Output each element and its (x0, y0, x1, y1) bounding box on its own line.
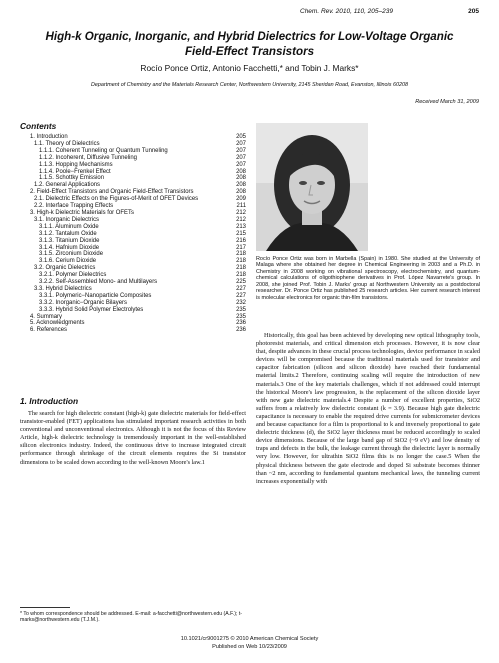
toc-entry (30, 148, 246, 155)
toc-entry-page: 236 (236, 320, 246, 327)
toc-entry-page: 236 (236, 327, 246, 334)
toc-entry (30, 224, 246, 231)
toc-entry (30, 210, 246, 217)
toc-entry-page: 213 (236, 223, 246, 230)
toc-entry-title: 3.1.5. Zirconium Dioxide (39, 251, 104, 258)
toc-entry-page: 217 (236, 244, 246, 251)
toc-entry (30, 141, 246, 148)
toc-entry-title: 1.1.3. Hopping Mechanisms (39, 161, 113, 168)
toc-entry-title: 1.1.1. Coherent Tunneling or Quantum Tunneling (39, 147, 168, 154)
toc-entry (30, 307, 246, 314)
introduction-paragraph: The search for high dielectric constant (high-k) gate dielectric materials for field-effect transistor-enabled (FET) applications has stimulated important research activities in both conventional and unconventional electronics. Although it is not the focus of this Review Article, high-k dielectric technology is tremendously important in the well-established silicon electronics industry. Indeed, the continuous drive to increase integrated circuit performance through shrinkage of the circuit elements requires the Si transistor dimensions to be scaled down according to the well-known Moore's law.1 (20, 410, 246, 466)
toc-entry-title: 5. Acknowledgments (30, 320, 85, 327)
toc-entry-page: 208 (236, 168, 246, 175)
toc-entry-page: 235 (236, 306, 246, 313)
toc-entry-title: 1.1.2. Incoherent, Diffusive Tunneling (39, 154, 137, 161)
toc-entry-title: 3.1.1. Aluminum Oxide (39, 223, 99, 230)
toc-entry-page: 212 (236, 216, 246, 223)
toc-entry-page: 218 (236, 272, 246, 279)
toc-entry (30, 134, 246, 141)
toc-entry (30, 238, 246, 245)
toc-entry-title: 1. Introduction (30, 134, 68, 140)
toc-entry (30, 300, 246, 307)
toc-entry-title: 2.1. Dielectric Effects on the Figures-of-Merit of OFET Devices (34, 196, 199, 203)
article-title: High-k Organic, Inorganic, and Hybrid Dielectrics for Low-Voltage Organic Field-Effect Transistors (45, 30, 454, 58)
toc-entry-title: 3.1.3. Titanium Dioxide (39, 237, 100, 244)
toc-entry-page: 232 (236, 299, 246, 306)
toc-entry (30, 175, 246, 182)
toc-entry-page: 218 (236, 265, 246, 272)
toc-entry-title: 3.1. Inorganic Dielectrics (34, 216, 100, 223)
toc-entry (30, 251, 246, 258)
section-heading-introduction: 1. Introduction (20, 396, 79, 406)
toc-entry (30, 203, 246, 210)
toc-entry-title: 1.2. General Applications (34, 182, 101, 189)
table-of-contents (30, 134, 246, 334)
toc-entry-page: 207 (236, 161, 246, 168)
correspondence-footnote: * To whom correspondence should be addressed. E-mail: a-facchetti@northwestern.edu (A.F.); t-marks@northwestern.edu (T.J.M.). (20, 611, 242, 624)
toc-entry (30, 320, 246, 327)
toc-entry-page: 218 (236, 258, 246, 265)
toc-entry-title: 3.3.1. Polymeric−Nanoparticle Composites (39, 292, 152, 299)
toc-entry (30, 155, 246, 162)
toc-entry (30, 182, 246, 189)
toc-entry-page: 207 (236, 140, 246, 147)
author-photo (256, 123, 368, 251)
toc-entry-page: 208 (236, 182, 246, 189)
toc-entry-title: 2. Field-Effect Transistors and Organic Field-Effect Transistors (30, 189, 194, 196)
toc-entry-page: 208 (236, 189, 246, 196)
toc-entry-page: 218 (236, 251, 246, 258)
doi-line: 10.1021/cr9001275 © 2010 American Chemical Society (180, 636, 319, 642)
page-number: 205 (468, 8, 479, 15)
toc-entry-page: 211 (236, 203, 246, 210)
toc-entry (30, 286, 246, 293)
toc-entry-title: 1.1.4. Poole−Frenkel Effect (39, 168, 111, 175)
toc-entry-page: 216 (236, 237, 246, 244)
toc-entry (30, 217, 246, 224)
toc-entry-title: 1.1.5. Schottky Emission (39, 175, 105, 182)
contents-heading: Contents (20, 121, 57, 131)
received-date: Received March 31, 2009 (415, 99, 479, 105)
toc-entry (30, 245, 246, 252)
toc-entry (30, 272, 246, 279)
toc-entry-title: 2.2. Interface Trapping Effects (34, 203, 114, 210)
toc-entry-page: 227 (236, 292, 246, 299)
toc-entry-page: 225 (236, 279, 246, 286)
author-biography: Rocío Ponce Ortiz was born in Marbella (Spain) in 1980. She studied at the University of Malaga where she obtained her degree in Chemical Engineering in 2003 and a Ph.D. in Chemistry in 2008 working on vibrational spectroscopy, electrochemistry, and quantum-chemical calculations of oligothiophene derivatives in Prof. López Navarrete's group. In 2008, she joined Prof. Tobin J. Marks' group at Northwestern University as a postdoctoral researcher. Dr. Ponce Ortiz has published 25 research articles. Her current research interest is molecular electronics for organic thin-film transistors. (256, 256, 480, 301)
toc-entry-page: 235 (236, 313, 246, 320)
toc-entry-page: 207 (236, 147, 246, 154)
toc-entry-page: 212 (236, 209, 246, 216)
toc-entry (30, 265, 246, 272)
published-date: Published on Web 10/23/2009 (212, 644, 287, 650)
authors: Rocío Ponce Ortiz, Antonio Facchetti,* and Tobin J. Marks* (140, 63, 359, 73)
toc-entry-title: 4. Summary (30, 313, 63, 320)
toc-entry-title: 3.2.1. Polymer Dielectrics (39, 272, 107, 279)
body-paragraph-right: Historically, this goal has been achieved by developing new optical lithography tools, photoresist materials, and critical dimension etch processes. However, it is now clear that, despite advances in these crucial process technologies, device performance in scaled devices will be compromised because the traditional materials used for transistor and capacitor fabrication (silicon and silicon dioxide) have reached their fundamental material limits.2 Therefore, continuing scaling will require the introduction of new materials.3 One of the key materials challenges, which if not addressed could interrupt the historical Moore's law progression, is the replacement of the silicon dioxide layer with new gate dielectric materials.4 Despite a number of excellent properties, SiO2 suffers from a relatively low dielectric constant (k = 3.9). Because high gate dielectric capacitance is necessary to enable the required drive currents for submicrometer devices and because capacitance for a film is proportional to k and inversely proportional to gate dielectric thickness (d), the SiO2 layer thickness must be reduced accordingly to scaled device dimensions. Because of the large band gap of SiO2 (~9 eV) and low density of traps and defects in the bulk, the leakage current through the dielectric layer is normally very low. However, for ultrathin SiO2 films this is no longer the case.5 When the physical thickness between the gate electrode and doped Si substrate becomes thinner than ~2 nm, according to fundamental quantum mechanical laws, the tunneling current increases exponentially with (256, 332, 480, 485)
running-header-journal: Chem. Rev. 2010, 110, 205–239 (300, 8, 393, 15)
toc-entry-page: 205 (236, 134, 246, 140)
toc-entry-page: 208 (236, 175, 246, 182)
toc-entry-title: 3.2.2. Self-Assembled Mono- and Multilayers (39, 279, 158, 286)
toc-entry-page: 207 (236, 154, 246, 161)
toc-entry (30, 231, 246, 238)
toc-entry-title: 1.1. Theory of Dielectrics (34, 140, 100, 147)
affiliation: Department of Chemistry and the Materials Research Center, Northwestern University, 2145 Sheridan Road, Evanston, Illinois 60208 (91, 82, 408, 88)
toc-entry (30, 258, 246, 265)
toc-entry-title: 3. High-k Dielectric Materials for OFETs (30, 209, 134, 216)
toc-entry-title: 3.1.4. Hafnium Dioxide (39, 244, 100, 251)
toc-entry (30, 293, 246, 300)
toc-entry-title: 3.3.2. Inorganic−Organic Bilayers (39, 299, 127, 306)
toc-entry-title: 3.2. Organic Dielectrics (34, 265, 96, 272)
toc-entry-title: 3.1.6. Cerium Dioxide (39, 258, 97, 265)
toc-entry (30, 189, 246, 196)
toc-entry (30, 327, 246, 334)
toc-entry (30, 196, 246, 203)
toc-entry (30, 279, 246, 286)
author-portrait-image (256, 123, 368, 251)
toc-entry (30, 169, 246, 176)
toc-entry-title: 3.3.3. Hybrid Solid Polymer Electrolytes (39, 306, 144, 313)
toc-entry (30, 162, 246, 169)
toc-entry-page: 209 (236, 196, 246, 203)
toc-entry (30, 314, 246, 321)
footnote-rule (20, 607, 70, 608)
toc-entry-title: 3.3. Hybrid Dielectrics (34, 285, 92, 292)
toc-entry-page: 215 (236, 230, 246, 237)
toc-entry-title: 3.1.2. Tantalum Oxide (39, 230, 97, 237)
toc-entry-page: 227 (236, 285, 246, 292)
toc-entry-title: 6. References (30, 327, 67, 334)
